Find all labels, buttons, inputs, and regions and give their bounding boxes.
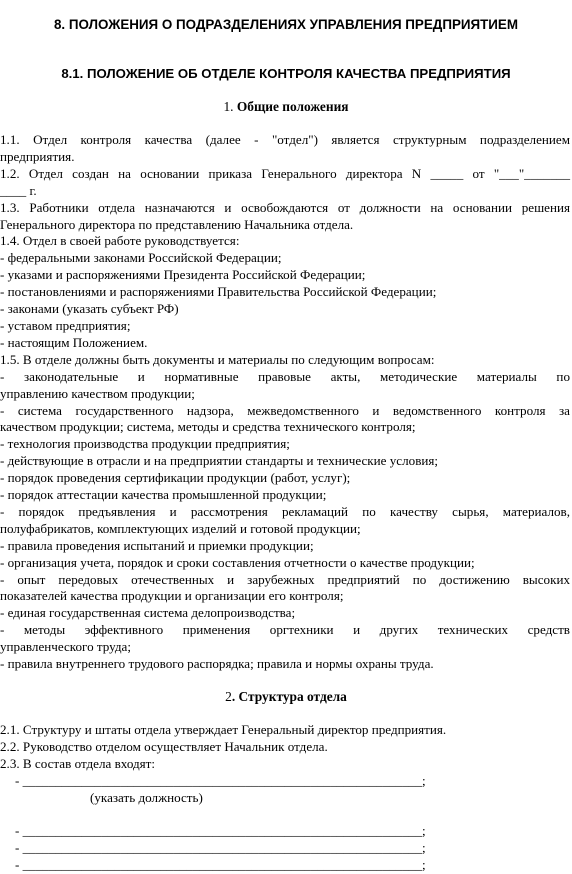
section-1-title <box>0 98 572 116</box>
paragraph-line: 2.2. Руководство отделом осуществляет Начальник отдела. <box>0 738 328 754</box>
paragraph-line: 1.2. Отдел создан на основании приказа Генерального директора N _____ от "___"_______ <box>0 165 570 181</box>
list-item: - единая государственная система делопроизводства; <box>0 605 296 621</box>
list-item: качеством продукции; система, методы и средства технического контроля; <box>0 419 416 435</box>
list-item: - технология производства продукции предприятия; <box>0 436 290 452</box>
list-item: - порядок аттестации качества промышленной продукции; <box>0 487 327 503</box>
list-item: - опыт передовых отечественных и зарубежных предприятий по достижению высоких <box>0 571 570 587</box>
paragraph-line: 1.4. Отдел в своей работе руководствуется: <box>0 233 240 249</box>
list-item: - порядок проведения сертификации продукции (работ, услуг); <box>0 470 351 486</box>
paragraph-line: ____ г. <box>0 182 37 198</box>
list-item: - методы эффективного применения оргтехники и других технических средств <box>0 622 570 638</box>
list-item: полуфабрикатов, комплектующих изделий и готовой продукции; <box>0 520 361 536</box>
list-item: - порядок предъявления и рассмотрения рекламаций по качеству сырья, материалов, <box>0 503 570 519</box>
list-item: - настоящим Положением. <box>0 334 148 350</box>
list-item: - система государственного надзора, межведомственного и ведомственного контроля за <box>0 402 570 418</box>
blank-position-line: - _____________________________________________________________; <box>15 772 426 788</box>
blank-position-line: - _____________________________________________________________; <box>15 840 426 856</box>
blank-position-line: - _____________________________________________________________; <box>15 823 426 839</box>
paragraph-line: 1.1. Отдел контроля качества (далее - "отдел") является структурным подразделением <box>0 132 570 147</box>
paragraph-line: 1.5. В отделе должны быть документы и материалы по следующим вопросам: <box>0 351 435 367</box>
section-1-body <box>0 132 570 673</box>
paragraph-line: 2.3. В состав отдела входят: <box>0 755 156 771</box>
list-item: - уставом предприятия; <box>0 317 131 333</box>
list-item: - законодательные и нормативные правовые акты, методические материалы по <box>0 368 570 384</box>
paragraph-line: предприятия. <box>0 148 75 164</box>
list-item: - правила внутреннего трудового распорядка; правила и нормы охраны труда. <box>0 656 434 672</box>
paragraph-line: 1.3. Работники отдела назначаются и освобождаются от должности на основании решения <box>0 199 570 215</box>
list-item: - действующие в отрасли и на предприятии стандарты и технические условия; <box>0 453 439 469</box>
section-2-title <box>0 688 572 706</box>
position-caption: (указать должность) <box>90 789 203 805</box>
list-item: - постановлениями и распоряжениями Правительства Российской Федерации; <box>0 284 437 300</box>
list-item: - законами (указать субъект РФ) <box>0 301 179 317</box>
document-subheading: 8.1. ПОЛОЖЕНИЕ ОБ ОТДЕЛЕ КОНТРОЛЯ КАЧЕСТВА ПРЕДПРИЯТИЯ <box>61 66 511 81</box>
list-item: - правила проведения испытаний и приемки продукции; <box>0 537 314 553</box>
list-item: - федеральными законами Российской Федерации; <box>0 250 282 266</box>
document-heading: 8. ПОЛОЖЕНИЯ О ПОДРАЗДЕЛЕНИЯХ УПРАВЛЕНИЯ ПРЕДПРИЯТИЕМ <box>53 17 519 32</box>
section-1-title-text: Общие положения <box>236 99 349 114</box>
paragraph-line: Генерального директора по представлению Начальника отдела. <box>0 216 354 232</box>
list-item: - организация учета, порядок и сроки составления отчетности о качестве продукции; <box>0 554 475 570</box>
spacer <box>0 807 570 824</box>
list-item: управлению качеством продукции; <box>0 385 195 401</box>
list-item: - указами и распоряжениями Президента Российской Федерации; <box>0 267 366 283</box>
list-item: управленческого труда; <box>0 639 132 655</box>
list-item: показателей качества продукции и организации его контроля; <box>0 588 344 604</box>
section-1-number: 1. <box>223 99 237 114</box>
section-2-number: 2 <box>225 689 232 704</box>
section-2-title-text: . Структура отдела <box>231 689 347 704</box>
blank-position-line: - _____________________________________________________________; <box>15 857 426 873</box>
section-2-body <box>0 722 570 874</box>
paragraph-line: 2.1. Структуру и штаты отдела утверждает Генеральный директор предприятия. <box>0 722 447 737</box>
